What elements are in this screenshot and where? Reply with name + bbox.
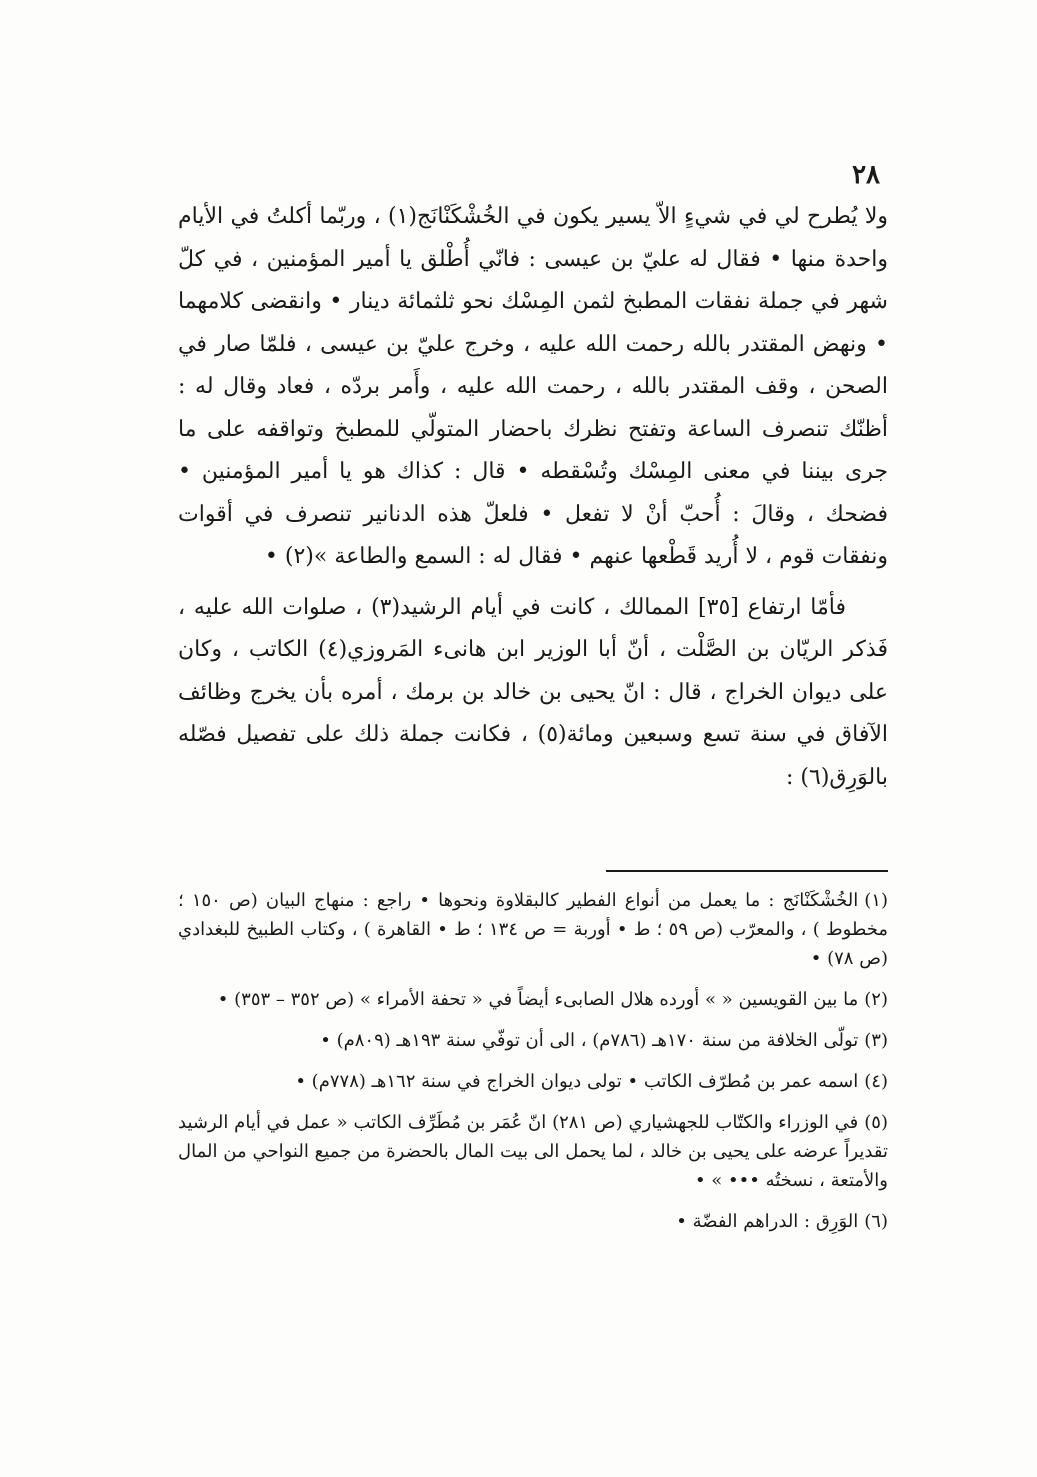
body-paragraph-1: ولا يُطرح لي في شيءٍ الاّ يسير يكون في الخُشْكَنْانَج(١) ، وربّما أكلتُ في الأيام واحدة منها • فقال له عليّ بن عيسى : فانّي أُطْلق يا أمير المؤمنين ، في كلّ شهر في جملة نفقات المطبخ لثمن المِسْك نحو ثلثمائة دينار • وانقضى كلامهما • ونهض المقتدر بالله رحمت الله عليه ، وخرج عليّ بن عيسى ، فلمّا صار في الصحن ، وقف المقتدر بالله ، رحمت الله عليه ، وأَمر بردّه ، فعاد وقال له : أظنّك تنصرف الساعة وتفتح نظرك باحضار المتولّي للمطبخ وتواقفه على ما جرى بيننا في معنى المِسْك وتُسْقطه • قال : كذاك هو يا أمير المؤمنين • فضحك ، وقالَ : أُحبّ أنْ لا تفعل • فلعلّ هذه الدنانير تنصرف في أقوات ونفقات قوم ، لا أُريد قَطْعها عنهم • فقال له : السمع والطاعة »(٢) • bbox=[178, 204, 888, 569]
footnote bbox=[178, 1026, 888, 1055]
footnote-text: ما بين القويسين « » أورده هلال الصابىء أيضاً في « تحفة الأمراء » (ص ٣٥٢ – ٣٥٣) • bbox=[217, 989, 859, 1010]
footnote-text: الوَرِق : الدراهم الفضّة • bbox=[676, 1211, 859, 1232]
footnote bbox=[178, 985, 888, 1014]
footnote-text: الخُشْكَنْانَج : ما يعمل من أنواع الفطير كالبقلاوة ونحوها • راجع : منهاج البيان (ص ١٥٠ ؛ مخطوط ) ، والمعرّب (ص ٥٩ ؛ ط • أوربة = ص ١٣٤ ؛ ط • القاهرة ) ، وكتاب الطبيخ للبغدادي (ص ٧٨) • bbox=[178, 890, 888, 969]
footnote-number: (٤) bbox=[864, 1071, 888, 1092]
footnote-text: تولّى الخلافة من سنة ١٧٠هـ (٧٨٦م) ، الى أن توفّي سنة ١٩٣هـ (٨٠٩م) • bbox=[320, 1030, 859, 1051]
footnote bbox=[178, 1067, 888, 1096]
main-text bbox=[178, 196, 888, 799]
page-number: ٢٨ bbox=[852, 160, 880, 190]
footnote-number: (٢) bbox=[864, 989, 888, 1010]
footnote-number: (٦) bbox=[864, 1211, 888, 1232]
footnote-number: (٣) bbox=[864, 1030, 888, 1051]
footnote bbox=[178, 1108, 888, 1195]
footnotes bbox=[178, 886, 888, 1248]
footnote bbox=[178, 886, 888, 973]
footnote bbox=[178, 1207, 888, 1236]
body-paragraph-2: فأمّا ارتفاع [٣٥] الممالك ، كانت في أيام الرشيد(٣) ، صلوات الله عليه ، فَذكر الريّان بن الصَّلْت ، أنّ أبا الوزير ابن هانىء المَروزي(٤) الكاتب ، وكان على ديوان الخراج ، قال : انّ يحيى بن خالد بن برمك ، أمره بأن يخرج وظائف الآفاق في سنة تسع وسبعين ومائة(٥) ، فكانت جملة ذلك على تفصيل فصّله بالوَرِق(٦) : bbox=[178, 594, 889, 790]
footnote-number: (١) bbox=[864, 890, 888, 911]
footnote-text: في الوزراء والكتّاب للجهشياري (ص ٢٨١) انّ عُمَر بن مُطَرِّف الكاتب « عمل في أيام الرشيد تقديراً عرضه على يحيى بن خالد ، لما يحمل الى بيت المال بالحضرة من جميع النواحي من المال والأمتعة ، نسختُه ••• » • bbox=[178, 1112, 888, 1191]
footnote-divider bbox=[606, 870, 888, 872]
footnote-number: (٥) bbox=[864, 1112, 888, 1133]
footnote-text: اسمه عمر بن مُطرّف الكاتب • تولى ديوان الخراج في سنة ١٦٢هـ (٧٧٨م) • bbox=[295, 1071, 859, 1092]
